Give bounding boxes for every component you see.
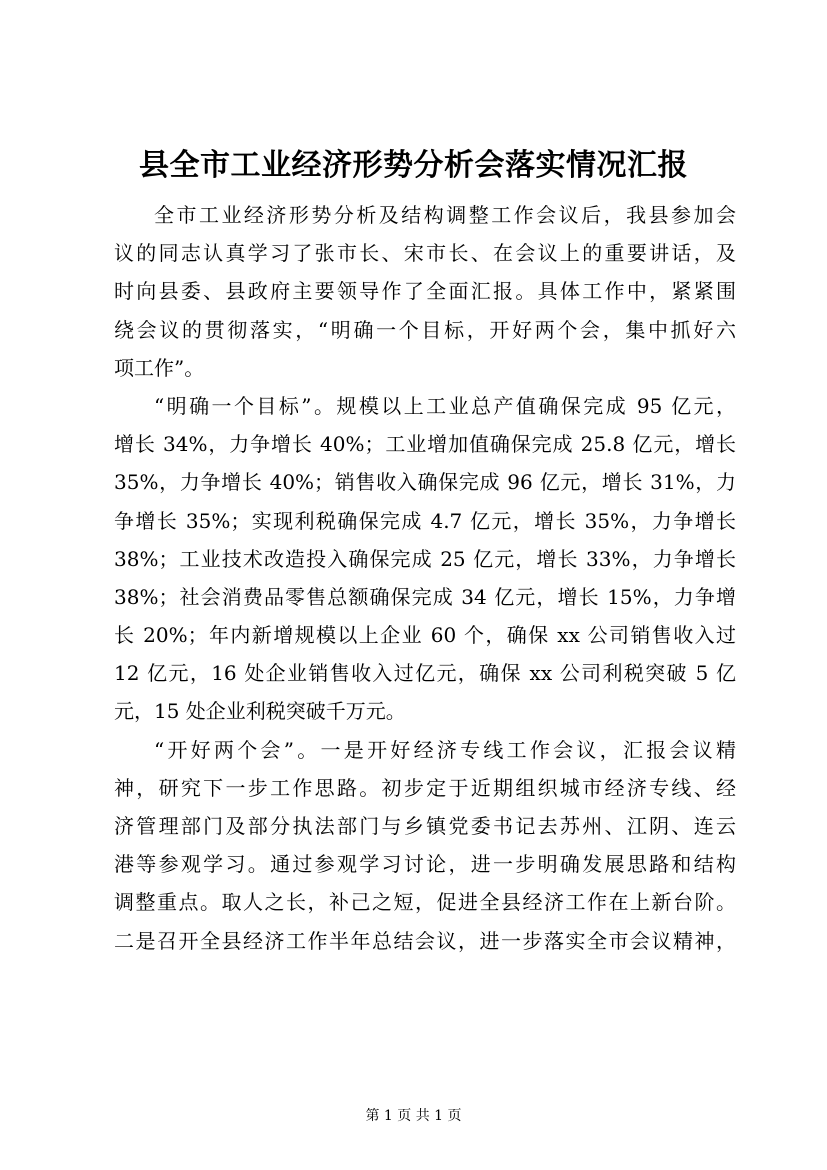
paragraph-1-line-1: 全市工业经济形势分析及结构调整工作会议后，我县参加会 bbox=[154, 203, 736, 227]
paragraph-2-line-6: 38%；社会消费品零售总额确保完成 34 亿元，增长 15%，力争增 bbox=[114, 584, 736, 609]
document-body bbox=[114, 196, 736, 960]
paragraph-2-line-8: 12 亿元，16 处企业销售收入过亿元，确保 xx 公司利税突破 5 亿 bbox=[114, 661, 736, 686]
paragraph-2-line-7: 长 20%；年内新增规模以上企业 60 个，确保 xx 公司销售收入过 bbox=[114, 623, 736, 648]
paragraph-2-line-3: 35%，力争增长 40%；销售收入确保完成 96 亿元，增长 31%，力 bbox=[114, 470, 736, 495]
paragraph-3-line-4: 港等参观学习。通过参观学习讨论，进一步明确发展思路和结构 bbox=[114, 852, 736, 877]
paragraph-3-line-6: 二是召开全县经济工作半年总结会议，进一步落实全市会议精神， bbox=[114, 928, 736, 953]
paragraph-1-line-2: 议的同志认真学习了张市长、宋市长、在会议上的重要讲话，及 bbox=[114, 241, 736, 266]
paragraph-2-line-4: 争增长 35%；实现利税确保完成 4.7 亿元，增长 35%，力争增长 bbox=[114, 508, 736, 533]
paragraph-3-line-3: 济管理部门及部分执法部门与乡镇党委书记去苏州、江阴、连云 bbox=[114, 814, 736, 838]
paragraph-2-line-5: 38%；工业技术改造投入确保完成 25 亿元，增长 33%，力争增长 bbox=[114, 546, 736, 571]
paragraph-3-line-1: “开好两个会”。一是开好经济专线工作会议，汇报会议精 bbox=[154, 737, 736, 762]
document-title: 县全市工业经济形势分析会落实情况汇报 bbox=[139, 148, 688, 183]
paragraph-2-line-1: “明确一个目标”。规模以上工业总产值确保完成 95 亿元， bbox=[154, 393, 736, 418]
paragraph-2-line-9: 元，15 处企业利税突破千万元。 bbox=[114, 699, 406, 724]
paragraph-3-line-2: 神，研究下一步工作思路。初步定于近期组织城市经济专线、经 bbox=[114, 775, 736, 800]
page-footer: 第 1 页 共 1 页 bbox=[365, 1108, 462, 1124]
paragraph-1-line-5: 项工作”。 bbox=[114, 355, 205, 380]
paragraph-1-line-3: 时向县委、县政府主要领导作了全面汇报。具体工作中，紧紧围 bbox=[114, 279, 736, 304]
paragraph-1-line-4: 绕会议的贯彻落实，“明确一个目标，开好两个会，集中抓好六 bbox=[114, 317, 736, 342]
paragraph-2-line-2: 增长 34%，力争增长 40%；工业增加值确保完成 25.8 亿元，增长 bbox=[114, 432, 736, 457]
paragraph-3-line-5: 调整重点。取人之长，补己之短，促进全县经济工作在上新台阶。 bbox=[114, 890, 736, 915]
